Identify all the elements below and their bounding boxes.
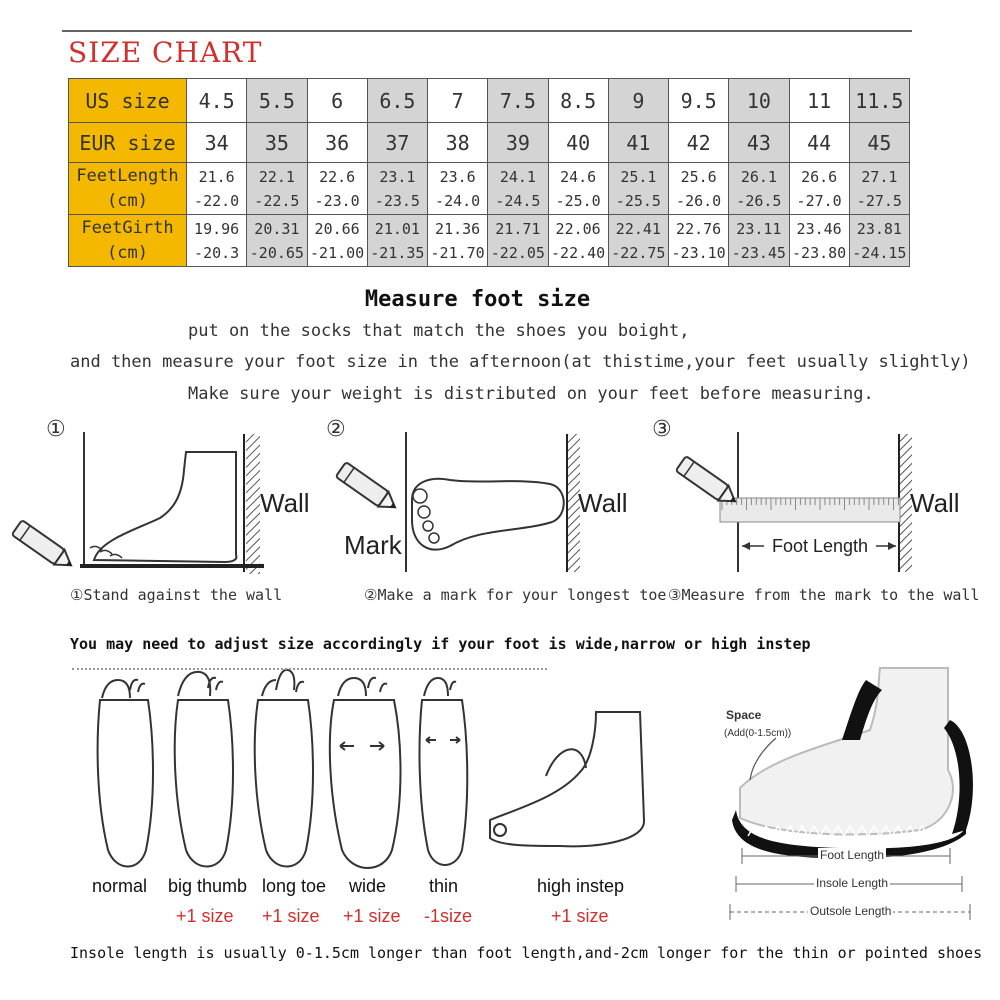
instruction-line: and then measure your foot size in the afternoon(at thistime,your feet usually slightly)	[70, 352, 971, 372]
us-cell: 9.5	[669, 79, 729, 123]
shoe-outsole-length-label: Outsole Length	[810, 904, 892, 918]
eur-cell: 42	[669, 123, 729, 163]
girth-cell: 22.41 -22.75	[608, 215, 668, 267]
foot-type-label-wide: wide	[349, 876, 387, 896]
long-toe-toes	[262, 670, 304, 696]
length-cell: 26.6 -27.0	[789, 163, 849, 215]
girth-cell: 20.66 -21.00	[307, 215, 367, 267]
eur-cell: 35	[247, 123, 307, 163]
eur-cell: 39	[488, 123, 548, 163]
step1-foot	[94, 452, 236, 562]
step2-caption: ②Make a mark for your longest toe	[364, 586, 667, 604]
length-cell: 23.1 -23.5	[367, 163, 427, 215]
instep-toe	[494, 824, 506, 836]
length-cell: 24.1 -24.5	[488, 163, 548, 215]
high-instep-foot	[490, 712, 644, 846]
length-cell: 27.1 -27.5	[849, 163, 909, 215]
girth-cell: 22.06 -22.40	[548, 215, 608, 267]
eur-size-header: EUR size	[69, 123, 187, 163]
girth-cell: 21.36 -21.70	[428, 215, 488, 267]
girth-cell: 23.11 -23.45	[729, 215, 789, 267]
adjust-note: You may need to adjust size accordingly if your foot is wide,narrow or high instep	[70, 635, 811, 653]
step1-floor	[80, 564, 264, 568]
step1-pencil-icon	[12, 520, 78, 574]
dotted-divider	[72, 668, 547, 670]
instruction-line: Make sure your weight is distributed on your feet before measuring.	[188, 384, 874, 404]
girth-cell: 21.71 -22.05	[488, 215, 548, 267]
shoe-insole-length-label: Insole Length	[816, 876, 889, 890]
us-cell: 10	[729, 79, 789, 123]
girth-cell: 22.76 -23.10	[669, 215, 729, 267]
step2-number: ②	[326, 417, 346, 442]
step2-illustration	[326, 417, 628, 572]
step2-toe	[429, 533, 439, 543]
step3-number: ③	[652, 417, 672, 442]
step3-illustration	[652, 417, 960, 572]
length-cell: 25.6 -26.0	[669, 163, 729, 215]
shoe-space-label: Space	[726, 708, 762, 722]
adjust-label-high-instep: +1 size	[551, 906, 609, 926]
arrow-left-icon	[742, 542, 750, 550]
shoe-foot-length-label: Foot Length	[820, 848, 885, 862]
wide-toes	[338, 678, 387, 696]
arrow-right-icon	[888, 542, 896, 550]
us-cell: 8.5	[548, 79, 608, 123]
step3-pencil-icon	[676, 456, 742, 510]
us-cell: 7	[428, 79, 488, 123]
eur-cell: 37	[367, 123, 427, 163]
eur-cell: 36	[307, 123, 367, 163]
adjust-label-long-toe: +1 size	[262, 906, 320, 926]
wide-arrows	[340, 742, 384, 750]
girth-cell: 23.46 -23.80	[789, 215, 849, 267]
us-cell: 9	[608, 79, 668, 123]
length-cell: 22.6 -23.0	[307, 163, 367, 215]
step3-wall-label: Wall	[910, 488, 960, 518]
measure-title: Measure foot size	[364, 287, 591, 312]
step1-illustration	[12, 417, 310, 574]
us-cell: 11	[789, 79, 849, 123]
shoe-foot	[740, 668, 953, 834]
eur-cell: 40	[548, 123, 608, 163]
step2-toe	[423, 521, 433, 531]
foot-type-label-normal: normal	[92, 876, 148, 896]
length-cell: 26.1 -26.5	[729, 163, 789, 215]
eur-cell: 44	[789, 123, 849, 163]
step2-pencil-icon	[336, 462, 402, 516]
step1-wall	[246, 434, 260, 574]
us-cell: 6.5	[367, 79, 427, 123]
thin-foot	[420, 700, 468, 865]
shoe-space-add-label: (Add(0-1.5cm))	[724, 728, 792, 739]
girth-cell: 23.81 -24.15	[849, 215, 909, 267]
chart-title: SIZE CHART	[68, 36, 263, 69]
us-cell: 4.5	[187, 79, 247, 123]
footer-note: Insole length is usually 0-1.5cm longer than foot length,and-2cm longer for the thin or pointed shoes	[70, 944, 983, 962]
big-thumb-foot	[175, 700, 233, 867]
foot-type-label-thin: thin	[429, 876, 459, 896]
big-thumb-toes	[178, 672, 223, 696]
instruction-line: put on the socks that match the shoes you boight,	[188, 321, 690, 341]
length-cell: 22.1 -22.5	[247, 163, 307, 215]
us-cell: 11.5	[849, 79, 909, 123]
us-cell: 6	[307, 79, 367, 123]
normal-foot	[98, 700, 153, 867]
wide-foot	[330, 700, 401, 868]
us-size-header: US size	[69, 79, 187, 123]
length-cell: 21.6 -22.0	[187, 163, 247, 215]
adjust-label-thin: -1size	[424, 906, 473, 926]
us-cell: 5.5	[247, 79, 307, 123]
adjust-label-wide: +1 size	[343, 906, 401, 926]
thin-toes	[424, 678, 456, 696]
girth-cell: 21.01 -21.35	[367, 215, 427, 267]
eur-cell: 34	[187, 123, 247, 163]
ruler	[720, 498, 900, 522]
eur-cell: 43	[729, 123, 789, 163]
foot-type-label-big-thumb: big thumb	[168, 876, 248, 896]
feet-length-header: FeetLength (cm)	[69, 163, 187, 215]
us-cell: 7.5	[488, 79, 548, 123]
foot-types-illustration	[98, 670, 644, 868]
step3-foot-length-label: Foot Length	[771, 536, 869, 556]
step2-mark-label: Mark	[344, 530, 402, 560]
thin-arrows	[426, 737, 460, 743]
step2-toe	[418, 506, 430, 518]
eur-cell: 38	[428, 123, 488, 163]
adjust-label-big-thumb: +1 size	[176, 906, 234, 926]
step1-caption: ①Stand against the wall	[70, 586, 283, 604]
long-toe-foot	[255, 700, 313, 867]
girth-cell: 20.31 -20.65	[247, 215, 307, 267]
length-cell: 24.6 -25.0	[548, 163, 608, 215]
length-cell: 25.1 -25.5	[608, 163, 668, 215]
step3-caption: ③Measure from the mark to the wall	[668, 586, 980, 604]
step1-wall-label: Wall	[260, 488, 310, 518]
eur-cell: 41	[608, 123, 668, 163]
girth-cell: 19.96 -20.3	[187, 215, 247, 267]
step1-number: ①	[46, 417, 66, 442]
foot-type-label-high-instep: high instep	[537, 876, 625, 896]
eur-cell: 45	[849, 123, 909, 163]
foot-type-label-long-toe: long toe	[262, 876, 327, 896]
feet-girth-header: FeetGirth (cm)	[69, 215, 187, 267]
length-cell: 23.6 -24.0	[428, 163, 488, 215]
step2-wall-label: Wall	[578, 488, 628, 518]
step2-toe	[413, 489, 427, 503]
normal-toes	[102, 680, 145, 698]
